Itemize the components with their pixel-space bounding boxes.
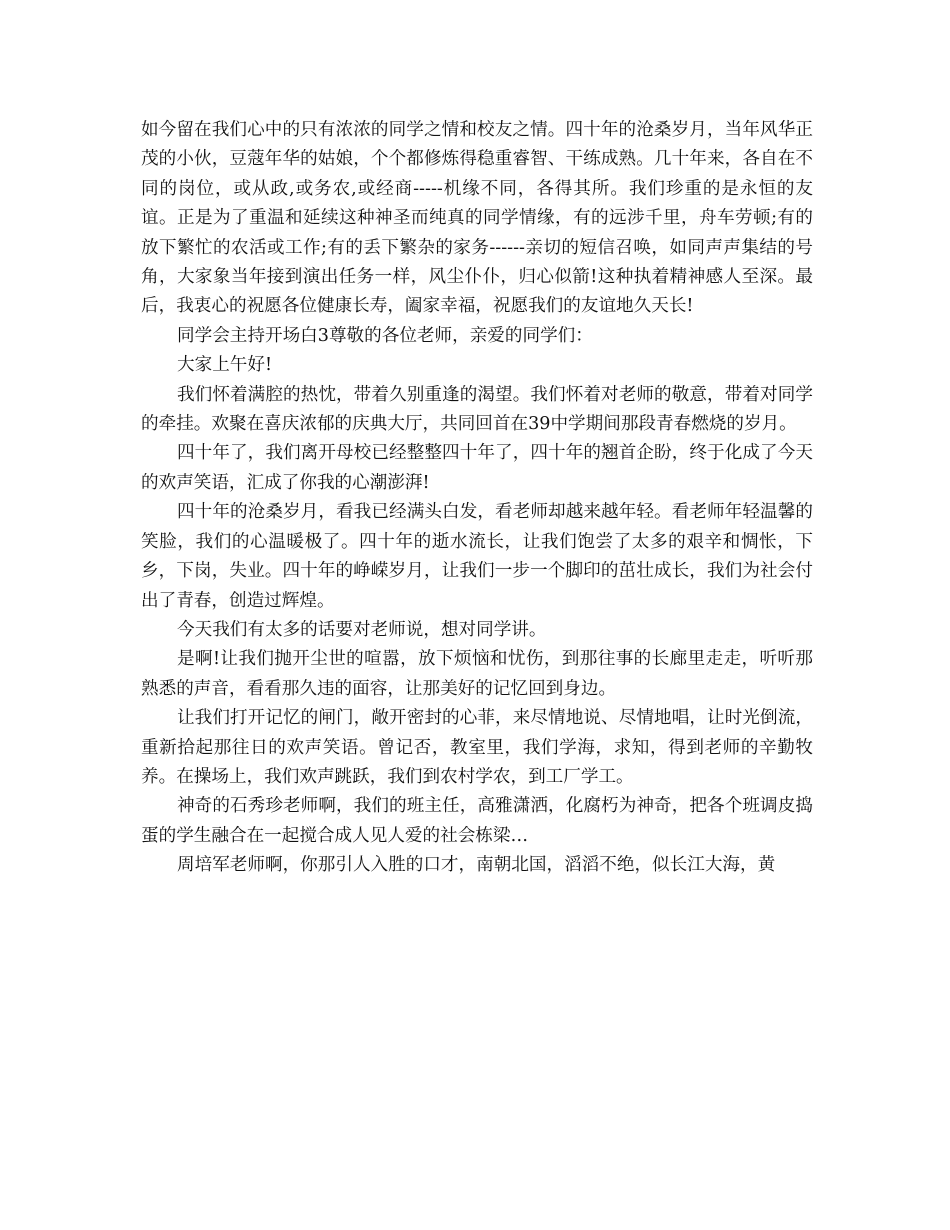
paragraph-2: 同学会主持开场白3尊敬的各位老师，亲爱的同学们： [177,325,593,346]
paragraph-9: 让我们打开记忆的闸门，敞开密封的心菲，来尽情地说、尽情地唱，让时光倒流，重新拾起那往日的欢声笑语。曾记否，教室里，我们学海，求知，得到老师的辛勤牧养。在操场上，我们欢声跳跃，我们到农村学农，到工厂学工。 [141,708,813,787]
paragraph-11: 周培军老师啊，你那引人入胜的口才，南朝北国，滔滔不绝，似长江大海，黄 [177,855,776,876]
paragraph-5: 四十年了，我们离开母校已经整整四十年了，四十年的翘首企盼，终于化成了今天的欢声笑语，汇成了你我的心潮澎湃! [141,443,813,493]
paragraph-4: 我们怀着满腔的热忱，带着久别重逢的渴望。我们怀着对老师的敬意，带着对同学的牵挂。欢聚在喜庆浓郁的庆典大厅，共同回首在39中学期间那段青春燃烧的岁月。 [141,384,813,435]
document-body [141,116,813,881]
paragraph-3: 大家上午好! [177,355,273,376]
paragraph-6: 四十年的沧桑岁月，看我已经满头白发，看老师却越来越年轻。看老师年轻温馨的笑脸，我们的心温暖极了。四十年的逝水流长，让我们饱尝了太多的艰辛和惆怅，下乡，下岗，失业。四十年的峥嵘岁月，让我们一步一个脚印的茁壮成长，我们为社会付出了青春，创造过辉煌。 [141,502,813,611]
paragraph-8: 是啊!让我们抛开尘世的喧嚣，放下烦恼和忧伤，到那往事的长廊里走走，听听那熟悉的声音，看看那久违的面容，让那美好的记忆回到身边。 [141,649,813,699]
paragraph-1: 如今留在我们心中的只有浓浓的同学之情和校友之情。四十年的沧桑岁月，当年风华正茂的小伙，豆蔻年华的姑娘，个个都修炼得稳重睿智、干练成熟。几十年来，各自在不同的岗位，或从政,或务农,或经商-----机缘不同，各得其所。我们珍重的是永恒的友谊。正是为了重温和延续这种神圣而纯真的同学情缘，有的远涉千里，舟车劳顿;有的放下繁忙的农活或工作;有的丢下繁杂的家务------亲切的短信召唤，如同声声集结的号角，大家象当年接到演出任务一样，风尘仆仆，归心似箭!这种执着精神感人至深。最后，我衷心的祝愿各位健康长寿，阖家幸福，祝愿我们的友谊地久天长! [141,120,813,317]
paragraph-7: 今天我们有太多的话要对老师说，想对同学讲。 [177,619,547,640]
paragraph-10: 神奇的石秀珍老师啊，我们的班主任，高雅潇洒，化腐朽为神奇，把各个班调皮捣蛋的学生融合在一起搅合成人见人爱的社会栋梁… [141,796,813,846]
